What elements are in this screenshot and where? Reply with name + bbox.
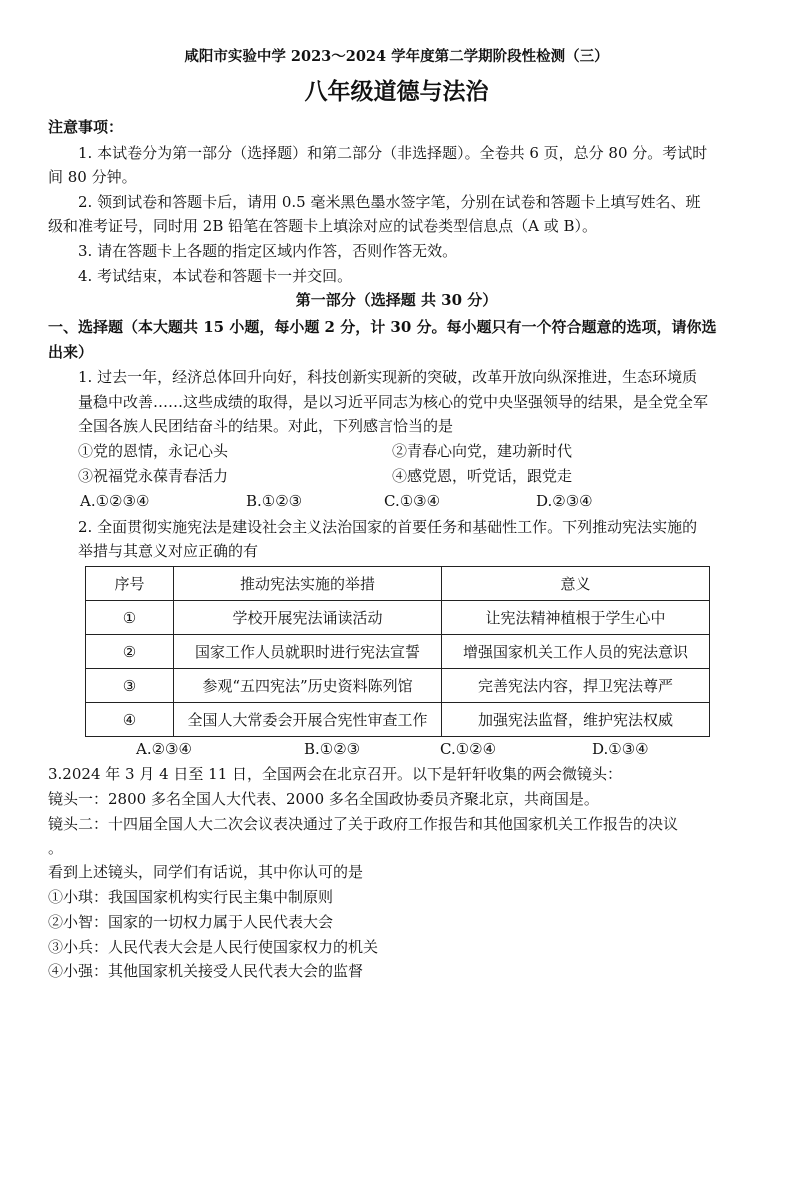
table-cell: ④ — [86, 703, 174, 737]
table-cell: 全国人大常委会开展合宪性审查工作 — [174, 703, 442, 737]
table-cell: ③ — [86, 669, 174, 703]
table-header-cell: 意义 — [442, 567, 710, 601]
q3-option-3: ③小兵：人民代表大会是人民行使国家权力的机关 — [48, 938, 379, 956]
table-cell: 让宪法精神植根于学生心中 — [442, 601, 710, 635]
q2-choice-c: C.①②④ — [440, 740, 497, 758]
q1-choice-d: D.②③④ — [536, 492, 593, 510]
q3-option-4: ④小强：其他国家机关接受人民代表大会的监督 — [48, 962, 364, 980]
q2-choice-b: B.①②③ — [304, 740, 361, 758]
q3-shot-2-line-1: 镜头二：十四届全国人大二次会议表决通过了关于政府工作报告和其他国家机关工作报告的决议 — [48, 815, 679, 833]
table-row — [86, 635, 710, 669]
notice-item-2-line-2: 级和准考证号，同时用 2B 铅笔在答题卡上填涂对应的试卷类型信息点（A 或 B）。 — [48, 217, 597, 235]
notice-heading: 注意事项： — [48, 118, 124, 136]
table-header-row — [86, 567, 710, 601]
notice-item-1-line-2: 间 80 分钟。 — [48, 168, 137, 186]
q1-option-3: ③祝福党永葆青春活力 — [78, 467, 229, 485]
table-header-cell: 推动宪法实施的举措 — [174, 567, 442, 601]
table-cell: 国家工作人员就职时进行宪法宣誓 — [174, 635, 442, 669]
table-cell: 增强国家机关工作人员的宪法意识 — [442, 635, 710, 669]
section-heading-line-2: 出来） — [48, 343, 94, 361]
q3-option-2: ②小智：国家的一切权力属于人民代表大会 — [48, 913, 334, 931]
q2-stem-line-2: 举措与其意义对应正确的有 — [78, 542, 259, 560]
part1-heading: 第一部分（选择题 共 30 分） — [295, 291, 498, 309]
notice-item-4: 4. 考试结束，本试卷和答题卡一并交回。 — [78, 267, 353, 285]
table-row — [86, 669, 710, 703]
q3-shot-2-line-2: 。 — [48, 839, 64, 857]
page-title: 八年级道德与法治 — [304, 78, 489, 105]
table-cell: ② — [86, 635, 174, 669]
notice-item-1-line-1: 1. 本试卷分为第一部分（选择题）和第二部分（非选择题）。全卷共 6 页，总分 80 分。考试时 — [78, 144, 708, 162]
q2-stem-line-1: 2. 全面贯彻实施宪法是建设社会主义法治国家的首要任务和基础性工作。下列推动宪法实施的 — [78, 518, 698, 536]
table-cell: 参观“五四宪法”历史资料陈列馆 — [174, 669, 442, 703]
q3-shot-1: 镜头一：2800 多名全国人大代表、2000 多名全国政协委员齐聚北京，共商国是。 — [48, 790, 599, 808]
table-header-cell: 序号 — [86, 567, 174, 601]
notice-item-3: 3. 请在答题卡上各题的指定区域内作答，否则作答无效。 — [78, 242, 458, 260]
q3-option-1: ①小琪：我国国家机构实行民主集中制原则 — [48, 888, 334, 906]
table-cell: 完善宪法内容，捍卫宪法尊严 — [442, 669, 710, 703]
school-header: 咸阳市实验中学 2023～2024 学年度第二学期阶段性检测（三） — [184, 48, 609, 65]
section-heading-line-1: 一、选择题（本大题共 15 小题，每小题 2 分，计 30 分。每小题只有一个符合题意的选项，请你选 — [48, 318, 717, 336]
q3-prompt: 看到上述镜头，同学们有话说，其中你认可的是 — [48, 863, 364, 881]
q2-choice-d: D.①③④ — [592, 740, 649, 758]
q1-option-4: ④感党恩，听党话，跟党走 — [392, 467, 573, 485]
q2-choice-a: A.②③④ — [136, 740, 192, 758]
q3-stem: 3.2024 年 3 月 4 日至 11 日，全国两会在北京召开。以下是轩轩收集的两会微镜头： — [48, 765, 623, 783]
q1-stem-line-1: 1. 过去一年，经济总体回升向好，科技创新实现新的突破，改革开放向纵深推进，生态环境质 — [78, 368, 698, 386]
notice-item-2-line-1: 2. 领到试卷和答题卡后，请用 0.5 毫米黑色墨水签字笔，分别在试卷和答题卡上填写姓名、班 — [78, 193, 701, 211]
q1-choice-a: A.①②③④ — [80, 492, 150, 510]
table-cell: 学校开展宪法诵读活动 — [174, 601, 442, 635]
q2-table — [85, 566, 710, 737]
table-row — [86, 703, 710, 737]
table-cell: ① — [86, 601, 174, 635]
q1-option-1: ①党的恩情，永记心头 — [78, 442, 229, 460]
q1-stem-line-2: 量稳中改善……这些成绩的取得，是以习近平同志为核心的党中央坚强领导的结果，是全党全军 — [78, 393, 709, 411]
q1-choice-b: B.①②③ — [246, 492, 303, 510]
q1-choice-c: C.①③④ — [384, 492, 441, 510]
q1-option-2: ②青春心向党，建功新时代 — [392, 442, 573, 460]
q1-stem-line-3: 全国各族人民团结奋斗的结果。对此，下列感言恰当的是 — [78, 417, 454, 435]
table-row — [86, 601, 710, 635]
table-cell: 加强宪法监督，维护宪法权威 — [442, 703, 710, 737]
